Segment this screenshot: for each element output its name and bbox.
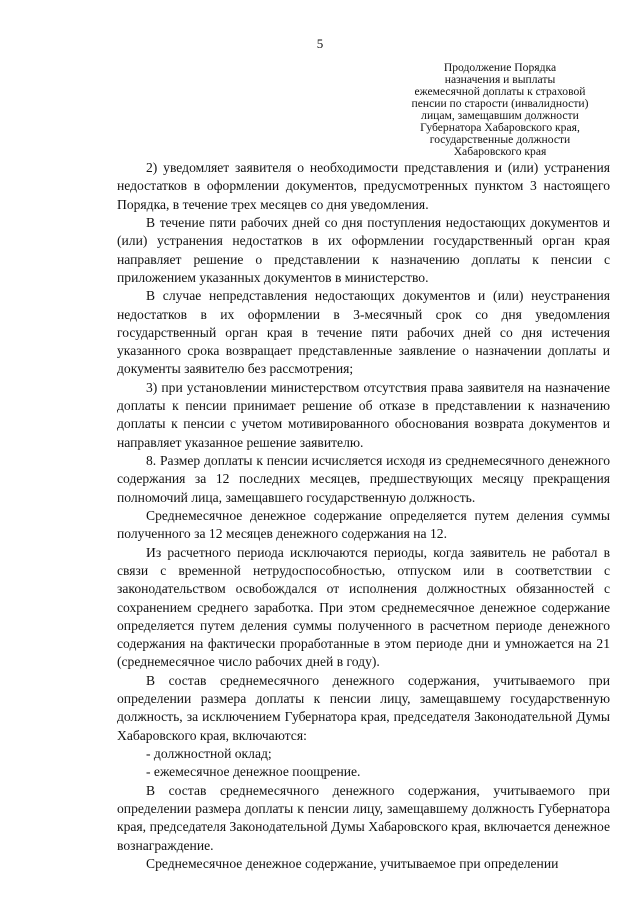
paragraph-notify-applicant: 2) уведомляет заявителя о необходимости представления и (или) устранения недостатков в оформлении документов, предусмотренных пунктом 3 настоящего Порядка, в течение трех месяцев со дня уведомления. (117, 160, 610, 212)
header-line: государственные должности (429, 133, 571, 146)
header-line: Продолжение Порядка (443, 61, 557, 74)
header-line: Губернатора Хабаровского края, (420, 121, 580, 134)
paragraph-five-days-decision: В течение пяти рабочих дней со дня поступления недостающих документов и (или) устранения недостатков в их оформлении государственный орган края направляет решение о представлении к назначению доплаты к пенсии с приложением указанных документов в министерство. (117, 214, 610, 285)
document-body (117, 159, 610, 873)
paragraph-refusal-decision: 3) при установлении министерством отсутствия права заявителя на назначение доплаты к пенсии принимает решение об отказе в представлении к назначению доплаты к пенсии с учетом мотивированного обоснования возврата документов и направляет указанное решение заявителю. (117, 379, 610, 450)
header-line: ежемесячной доплаты к страховой (414, 85, 586, 98)
page-number: 5 (316, 36, 324, 51)
header-line: лицам, замещавшим должности (421, 109, 579, 122)
list-item: - ежемесячное денежное поощрение. (146, 764, 361, 780)
paragraph-governor-composition: В состав среднемесячного денежного содержания, учитываемого при определении размера доплаты к пенсии лицу, замещавшему должность Губернатора края, председателя Законодательной Думы Хабаровского края, включается денежное вознаграждение. (117, 782, 610, 853)
header-line: назначения и выплаты (444, 73, 556, 86)
header-line: Хабаровского края (453, 145, 547, 158)
list-item: - должностной оклад; (146, 746, 272, 761)
header-line: пенсии по старости (инвалидности) (411, 97, 589, 110)
paragraph-excluded-periods: Из расчетного периода исключаются периоды, когда заявитель не работал в связи с временной нетрудоспособностью, отпуском или в соответствии с законодательством освобождался от исполнения должностных обязанностей с сохранением среднего заработка. При этом среднемесячное денежное содержание определяется путем деления суммы полученного в расчетном периоде денежного содержания на фактически проработанные в этом периоде дни и умножается на 21 (среднемесячное число рабочих дней в году). (117, 544, 610, 670)
paragraph-return-documents: В случае непредставления недостающих документов и (или) неустранения недостатков в их оформлении в 3-месячный срок со дня уведомления государственный орган края в течение пяти рабочих дней со дня истечения указанного срока возвращает представленные заявление о назначении доплаты и документы заявителю без рассмотрения; (117, 288, 610, 377)
document-header (392, 62, 608, 158)
paragraph-continued: Среднемесячное денежное содержание, учитываемое при определении (146, 855, 559, 871)
paragraph-item-8: 8. Размер доплаты к пенсии исчисляется исходя из среднемесячного денежного содержания за 12 последних месяцев, предшествующих месяцу прекращения полномочий лица, замещавшего государственную должность. (117, 453, 610, 505)
paragraph-composition: В состав среднемесячного денежного содержания, учитываемого при определении размера доплаты к пенсии лицу, замещавшему государственную должность, за исключением Губернатора края, председателя Законодательной Думы Хабаровского края, включаются: (117, 672, 610, 743)
paragraph-average-salary: Среднемесячное денежное содержание определяется путем деления суммы полученного за 12 месяцев денежного содержания на 12. (117, 507, 610, 542)
